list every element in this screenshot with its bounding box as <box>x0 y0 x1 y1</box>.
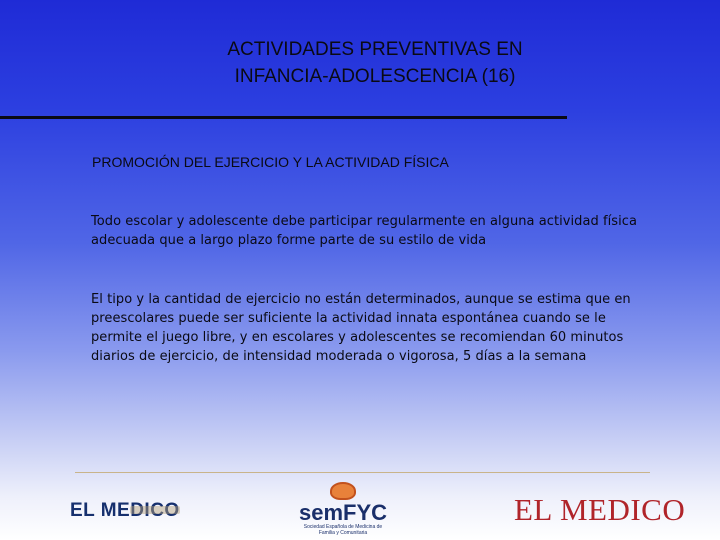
slide-title-line1: ACTIVIDADES PREVENTIVAS EN <box>227 39 523 60</box>
slide-title <box>135 36 615 90</box>
logo-tag-mark <box>130 506 180 514</box>
el-medico-logo-left-text: EL MEDICO <box>70 500 180 521</box>
footer-divider <box>75 472 650 473</box>
el-medico-logo-left <box>70 500 180 522</box>
slide-title-line2: INFANCIA-ADOLESCENCIA (16) <box>234 66 516 87</box>
section-heading: PROMOCIÓN DEL EJERCICIO Y LA ACTIVIDAD FÍSICA <box>92 154 449 170</box>
semfyc-logo-subtitle: Sociedad Española de Medicina de Familia y Comunitaria <box>303 524 383 536</box>
el-medico-logo-right: EL MEDICO <box>514 492 686 527</box>
semfyc-logo-text: semFYC <box>298 500 388 525</box>
semfyc-emblem-icon <box>330 482 356 500</box>
paragraph-1: Todo escolar y adolescente debe participar regularmente en alguna actividad física adecuada que a largo plazo forme parte de su estilo de vida <box>91 214 637 248</box>
paragraph-2: El tipo y la cantidad de ejercicio no están determinados, aunque se estima que en preescolares puede ser suficiente la actividad innata espontánea cuando se le permite el juego libre, y en escolares y adolescentes se recomiendan 60 minutos diarios de ejercicio, de intensidad moderada o vigorosa, 5 días a la semana <box>91 292 631 364</box>
title-divider <box>0 116 567 119</box>
semfyc-logo <box>298 482 388 536</box>
